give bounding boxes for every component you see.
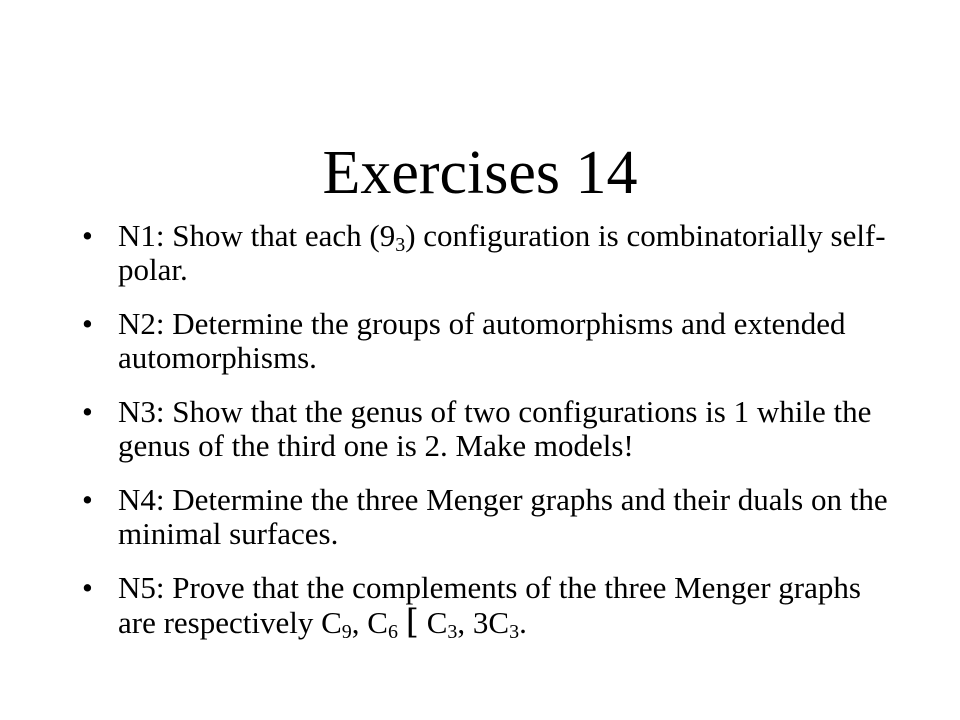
subscript: 3 bbox=[395, 234, 406, 256]
subscript: 9 bbox=[341, 621, 352, 643]
bullet-text: N2: Determine the groups of automorphisms and extended automorphisms. bbox=[118, 306, 846, 375]
subscript: 3 bbox=[447, 621, 458, 643]
bullet-item-n1 bbox=[76, 219, 896, 287]
text-segment: N1: Show that each (9 bbox=[118, 218, 396, 253]
bullet-icon: • bbox=[82, 570, 93, 605]
slide-title: Exercises 14 bbox=[322, 138, 638, 207]
bullet-icon: • bbox=[82, 482, 93, 517]
bullet-text bbox=[118, 570, 861, 643]
bullet-icon: • bbox=[82, 394, 93, 429]
text-segment: C bbox=[418, 605, 448, 640]
bullet-text: N3: Show that the genus of two configurations is 1 while the genus of the third one is 2. Make models! bbox=[118, 394, 872, 463]
bullet-icon: • bbox=[82, 306, 93, 341]
bullet-item-n5 bbox=[76, 570, 896, 643]
subscript: 3 bbox=[509, 621, 520, 643]
bullet-text: N4: Determine the three Menger graphs and their duals on the minimal surfaces. bbox=[118, 482, 888, 551]
text-segment: , C bbox=[351, 605, 388, 640]
text-segment: N5: Prove that the complements of the three Menger graphs are respectively C bbox=[118, 570, 861, 640]
text-segment: . bbox=[519, 605, 527, 640]
bullet-list bbox=[76, 218, 896, 643]
bullet-item-n4 bbox=[76, 483, 896, 551]
bracket-symbol: [ bbox=[405, 602, 419, 642]
text-segment: ) configuration is combinatorially self-polar. bbox=[118, 218, 886, 287]
bullet-item-n2 bbox=[76, 307, 896, 375]
bullet-item-n3 bbox=[76, 395, 896, 463]
text-segment: , 3C bbox=[457, 605, 510, 640]
subscript: 6 bbox=[387, 621, 398, 643]
bullet-text bbox=[118, 218, 886, 287]
bullet-icon: • bbox=[82, 218, 93, 253]
